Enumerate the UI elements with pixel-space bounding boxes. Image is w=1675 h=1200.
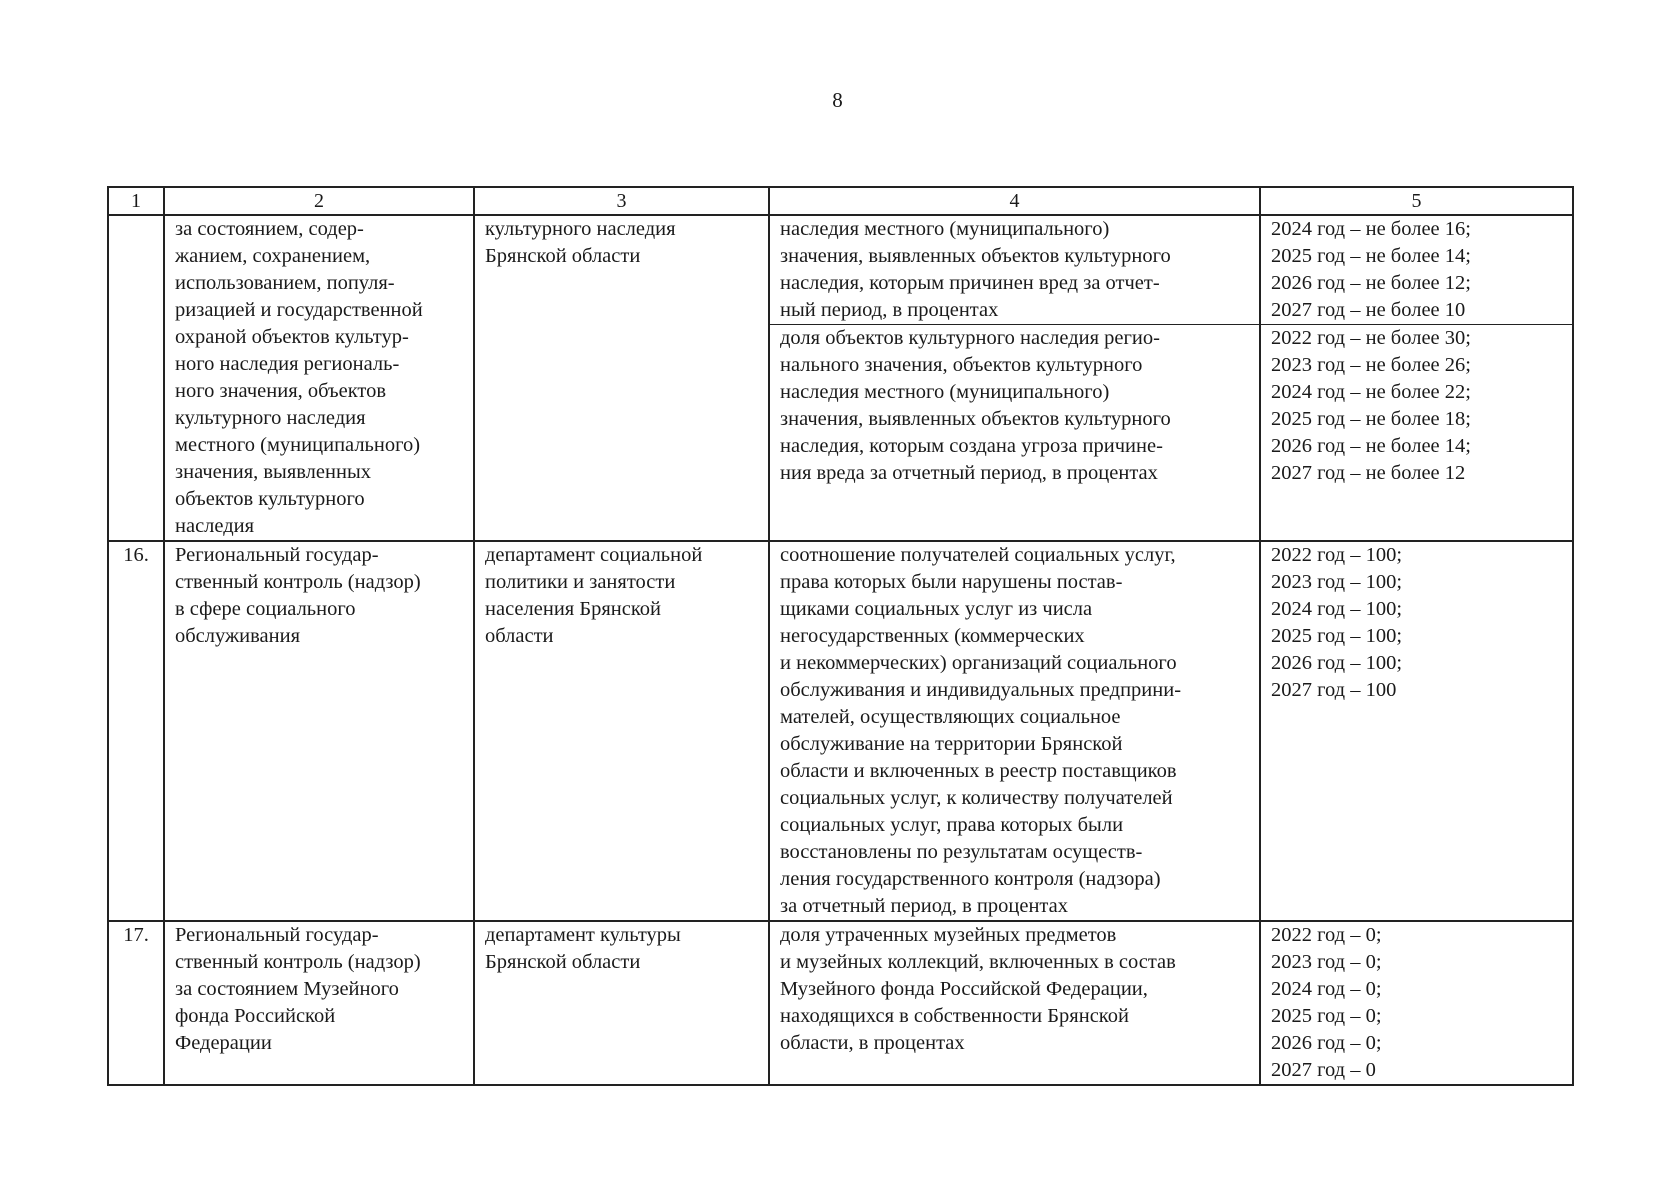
text-line: 2027 год – 100 [1271,679,1397,701]
regulation-table [107,186,1574,1086]
text-line: обслуживания и индивидуальных предприни- [780,679,1182,701]
text-line: 2022 год – 0; [1271,924,1382,946]
page-number: 8 [832,88,843,112]
text-line: социальных услуг, к количеству получателей [780,787,1173,809]
text-line: департамент социальной [485,544,703,566]
text-line: 2026 год – не более 12; [1271,272,1471,294]
column-number-1: 1 [108,187,164,215]
row-number-cell: 16. [108,541,164,921]
text-line: восстановлены по результатам осуществ- [780,841,1143,863]
target-values-cell [1260,921,1573,1085]
text-line: за отчетный период, в процентах [780,895,1068,917]
text-line: наследия местного (муниципального) [780,381,1110,403]
text-line: права которых были нарушены постав- [780,571,1123,593]
authority-cell [474,215,769,541]
text-line: объектов культурного [175,488,365,510]
text-line: 2025 год – не более 14; [1271,245,1471,267]
text-line: ственный контроль (надзор) [175,571,421,593]
indicator-cell [769,541,1260,921]
text-line: области [485,625,554,647]
text-line: 2025 год – 100; [1271,625,1403,647]
text-line: социальных услуг, права которых были [780,814,1124,836]
text-line: Федерации [175,1032,272,1054]
text-line: наследия, которым создана угроза причине- [780,435,1163,457]
text-line: в сфере социального [175,598,356,620]
control-type-cell [164,215,474,541]
text-line: ния вреда за отчетный период, в процентах [780,462,1158,484]
text-line: значения, выявленных [175,461,371,483]
control-type-cell [164,541,474,921]
text-line: 2023 год – 0; [1271,951,1382,973]
text-line: ризацией и государственной [175,299,423,321]
text-line: доля объектов культурного наследия регио- [780,327,1160,349]
table-row-17 [108,921,1573,1085]
text-line: ного значения, объектов [175,380,387,402]
column-number-2: 2 [164,187,474,215]
table-row-continued [108,215,1573,541]
text-line: 2024 год – не более 16; [1271,218,1471,240]
text-line: наследия местного (муниципального) [780,218,1110,240]
text-line: обслуживания [175,625,301,647]
text-line: соотношение получателей социальных услуг, [780,544,1176,566]
table-row-16 [108,541,1573,921]
text-line: населения Брянской [485,598,662,620]
indicator-cell [769,215,1260,541]
text-line: Региональный государ- [175,924,379,946]
row-number-cell: 17. [108,921,164,1085]
text-line: Брянской области [485,951,641,973]
text-line: мателей, осуществляющих социальное [780,706,1121,728]
text-line: охраной объектов культур- [175,326,409,348]
column-number-4: 4 [769,187,1260,215]
column-number-row [108,187,1573,215]
text-line: наследия, которым причинен вред за отчет- [780,272,1160,294]
row-number-cell [108,215,164,541]
text-line: и некоммерческих) организаций социального [780,652,1177,674]
authority-cell [474,921,769,1085]
text-line: ления государственного контроля (надзора) [780,868,1161,890]
column-number-3: 3 [474,187,769,215]
text-line: жанием, сохранением, [175,245,371,267]
text-line: использованием, популя- [175,272,395,294]
text-line: 2024 год – 100; [1271,598,1403,620]
text-line: Региональный государ- [175,544,379,566]
text-line: фонда Российской [175,1005,336,1027]
text-line: Брянской области [485,245,641,267]
text-line: наследия [175,515,255,537]
text-line: и музейных коллекций, включенных в состав [780,951,1176,973]
text-line: 2025 год – не более 18; [1271,408,1471,430]
target-values-block [1261,325,1572,487]
text-line: значения, выявленных объектов культурного [780,408,1171,430]
text-line: местного (муниципального) [175,434,421,456]
text-line: 2024 год – не более 22; [1271,381,1471,403]
text-line: 2023 год – не более 26; [1271,354,1471,376]
text-line: нального значения, объектов культурного [780,354,1143,376]
indicator-block [770,216,1259,325]
text-line: области и включенных в реестр поставщиков [780,760,1177,782]
text-line: ный период, в процентах [780,299,999,321]
text-line: обслуживание на территории Брянской [780,733,1123,755]
text-line: 2022 год – не более 30; [1271,327,1471,349]
target-values-cell [1260,215,1573,541]
target-values-cell [1260,541,1573,921]
text-line: за состоянием, содер- [175,218,364,240]
text-line: 2022 год – 100; [1271,544,1403,566]
text-line: политики и занятости [485,571,676,593]
text-line: культурного наследия [485,218,676,240]
text-line: находящихся в собственности Брянской [780,1005,1129,1027]
text-line: 2027 год – не более 12 [1271,462,1466,484]
control-type-cell [164,921,474,1085]
text-line: 2027 год – 0 [1271,1059,1376,1081]
text-line: 2026 год – не более 14; [1271,435,1471,457]
text-line: негосударственных (коммерческих [780,625,1085,647]
text-line: 2026 год – 0; [1271,1032,1382,1054]
text-line: доля утраченных музейных предметов [780,924,1117,946]
text-line: 2027 год – не более 10 [1271,299,1466,321]
text-line: ного наследия региональ- [175,353,400,375]
text-line: щиками социальных услуг из числа [780,598,1093,620]
column-number-5: 5 [1260,187,1573,215]
text-line: 2026 год – 100; [1271,652,1403,674]
text-line: департамент культуры [485,924,681,946]
indicator-cell [769,921,1260,1085]
text-line: области, в процентах [780,1032,965,1054]
authority-cell [474,541,769,921]
indicator-block [770,325,1259,487]
text-line: 2024 год – 0; [1271,978,1382,1000]
text-line: культурного наследия [175,407,366,429]
text-line: значения, выявленных объектов культурного [780,245,1171,267]
text-line: Музейного фонда Российской Федерации, [780,978,1148,1000]
text-line: 2023 год – 100; [1271,571,1403,593]
text-line: ственный контроль (надзор) [175,951,421,973]
text-line: 2025 год – 0; [1271,1005,1382,1027]
target-values-block [1261,216,1572,325]
text-line: за состоянием Музейного [175,978,399,1000]
